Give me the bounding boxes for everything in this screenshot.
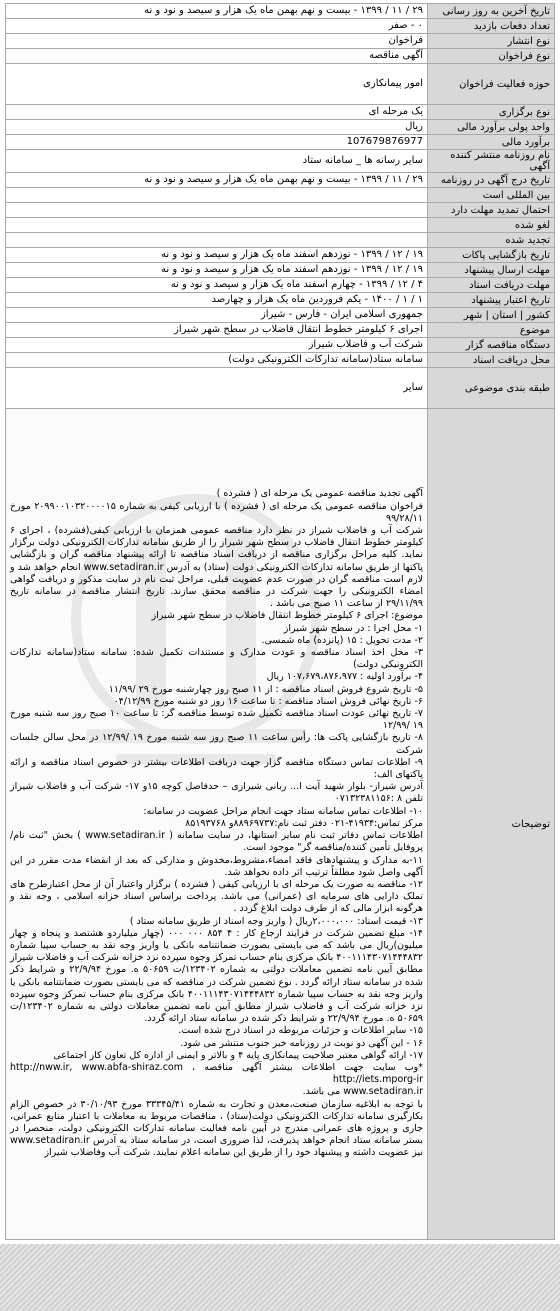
row-value: ۲۹ / ۱۱ / ۱۳۹۹ - بیست و نهم بهمن ماه یک هزار و سیصد و نود و نه [6,173,428,188]
description-line: ۱۰- اطلاعات تماس سامانه ستاد جهت انجام مراحل عضویت در سامانه: [143,805,423,817]
info-row [6,203,555,218]
row-label: نوع فراخوان [428,49,555,64]
description-line: ۶- تاریخ نهائی فروش اسناد مناقصه : تا ساعت ۱۶ روز دو شنبه مورخ ۰۴/۱۲/۹۹ [113,695,423,707]
row-label: تاریخ اعتبار پیشنهاد [428,293,555,308]
row-label: کشور | استان | شهر [428,308,555,323]
info-row [6,353,555,368]
description-line: ۱۶ - این آگهی دو نوبت در روزنامه خبر جنوب منتشر می شود. [180,1037,423,1049]
info-row [6,368,555,409]
description-line: ۱- محل اجرا : در سطح شهر شیراز [283,622,423,634]
info-row [6,263,555,278]
row-value: ۱۹ / ۱۲ / ۱۳۹۹ - نوزدهم اسفند ماه یک هزار و سیصد و نود و نه [6,248,428,263]
row-value: ۴ / ۱۲ / ۱۳۹۹ - چهارم اسفند ماه یک هزار و سیصد و نود و نه [6,278,428,293]
row-label: احتمال تمدید مهلت دارد [428,203,555,218]
info-row [6,173,555,188]
row-value: آگهی مناقصه [6,49,428,64]
row-value [6,188,428,203]
row-value [6,218,428,233]
footer-band [0,1244,560,1311]
row-value: سایر [6,368,428,409]
row-value: فراخوان [6,34,428,49]
info-row [6,49,555,64]
info-row [6,188,555,203]
info-row [6,64,555,105]
row-value: ۱ / ۱ / ۱۴۰۰ - یکم فروردین ماه یک هزار و چهارصد [6,293,428,308]
row-value: 107679876977 [6,135,428,150]
description-line: ۹- اطلاعات تماس دستگاه مناقصه گزار جهت دریافت اطلاعات بیشتر در خصوص اسناد مناقصه و ارائه پاکتهای الف: [10,756,423,781]
row-label: طبقه بندی موضوعی [428,368,555,409]
info-row [6,4,555,19]
info-row [6,308,555,323]
row-value: سامانه ستاد(سامانه تدارکات الکترونیکی دولت) [6,353,428,368]
info-row [6,323,555,338]
row-value: ۰ - صفر [6,19,428,34]
description-label: توضیحات [428,409,555,1240]
description-line: www.setadiran.ir می باشد. [302,1086,423,1098]
info-row [6,293,555,308]
description-line: ۱۳- قیمت اسناد: ۲،۰۰۰،۰۰۰ریال ( واریز وجه اسناد از طریق سامانه ستاد ) [129,915,423,927]
info-row [6,19,555,34]
row-value [6,203,428,218]
description-line: *وب سایت جهت اطلاعات بیشتر آگهی مناقصه http://nww.ir, www.abfa-shiraz.com ، http://iets.mporg-ir [10,1061,423,1086]
description-line: ۳- محل اخذ اسناد مناقصه و عودت مدارک و مستندات تکمیل شده: سامانه ستاد(سامانه تدارکات الکترونیکی دولت) [10,647,423,671]
description-line: ۴- برآورد اولیه : ۱۰۷،۶۷۹،۸۷۶،۹۷۷ ریال [266,671,423,683]
description-cell [6,409,428,1240]
row-value: ۱۹ / ۱۲ / ۱۳۹۹ - نوزدهم اسفند ماه یک هزار و سیصد و نود و نه [6,263,428,278]
info-row [6,233,555,248]
description-line: آدرس شیراز- بلوار شهید آیت ا... ربانی شیرازی – حدفاصل کوچه ۱۵و ۱۷- شرکت آب و فاضلاب شیراز تلفن ۸ :۰۷۱۳۲۳۸۱۱۵۶ [10,781,423,805]
row-label: مهلت ارسال پیشنهاد [428,263,555,278]
description-line: شرکت آب و فاضلاب شیراز در نظر دارد مناقصه عمومی همزمان با ارزیابی کیفی(فشرده) ، اجرای ۶ کیلومتر خطوط انتقال فاضلاب در سطح شهر شیراز را از طریق سامانه تدارکات الکترونیکی دولت برگزار نماید. کلیه مراحل برگزاری مناقصه از دریافت اسناد مناقصه تا ارائه پیشنهاد مناقصه گران و بازگشایی پاکتها از طریق سامانه تدارکات الکترونیکی دولت (ستاد) به آدرس www.setadiran.ir انجام خواهد شد و لازم است مناقصه گران در صورت عدم عضویت قبلی، مراحل ثبت نام در سایت مذکور و دریافت گواهی امضاء الکترونیکی را جهت شرکت در مناقصه محقق سازند. تاریخ انتشار مناقصه در سامانه تاریخ ۲۹/۱۱/۹۹ از ساعت ۱۱ صبح می باشد . [10,525,423,610]
info-row [6,105,555,120]
row-label: تاریخ درج آگهی در روزنامه [428,173,555,188]
info-row [6,248,555,263]
info-row [6,135,555,150]
row-value: شرکت آب و فاضلاب شیراز [6,338,428,353]
row-label: تاریخ بازگشایی پاکات [428,248,555,263]
row-value: ۲۹ / ۱۱ / ۱۳۹۹ - بیست و نهم بهمن ماه یک هزار و سیصد و نود و نه [6,4,428,19]
description-line: ۱۲- مناقصه به صورت یک مرحله ای با ارزیابی کیفی ( فشرده ) برگزار واعتبار آن از محل اعتبارطرح های تملک دارایی های سرمایه ای (عمرانی) می باشد. پرداخت براساس اسناد خزانه اسلامی ، وجه نقد و هرگونه ابزار مالی که از طرف دولت ابلاغ گردد . [10,878,423,915]
row-value [6,233,428,248]
tender-details-table [5,3,555,1240]
description-line: ۱۵- سایر اطلاعات و جزئیات مربوطه در اسناد درج شده است. [178,1025,423,1037]
info-row [6,338,555,353]
row-label: بین المللی است [428,188,555,203]
description-line: ۸- تاریخ بازگشایی پاکت ها: رأس ساعت ۱۱ صبح روز سه شنبه مورخ ۱۹ /۱۲/۹۹ در محل سالن جلسات شرکت [10,732,423,756]
row-label: واحد پولی برآورد مالی [428,120,555,135]
row-value: یک مرحله ای [6,105,428,120]
info-row [6,34,555,49]
description-line: ۵- تاریخ شروع فروش اسناد مناقصه : از ۱۱ صبح روز چهارشنبه مورخ ۲۹ /۱۱/۹۹ [108,683,423,695]
row-label: نوع برگزاری [428,105,555,120]
row-label: تجدید شده [428,233,555,248]
row-label: تعداد دفعات بازدید [428,19,555,34]
description-line: ۷- تاریخ نهائی عودت اسناد مناقصه تکمیل شده توسط مناقصه گر: تا ساعت ۱۰ صبح روز سه شنبه مورخ ۱۹ /۱۲/۹۹ [10,708,424,732]
description-line: اطلاعات تماس دفاتر ثبت نام سایر استانها، در سایت سامانه ( www.setadiran.ir ) بخش "ثبت نام/پروفایل تأمین کننده/مناقصه گر" موجود است. [10,830,423,854]
description-text [10,488,423,1159]
row-label: نوع انتشار [428,34,555,49]
row-label: دستگاه مناقصه گزار [428,338,555,353]
row-value: اجرای ۶ کیلومتر خطوط انتقال فاضلاب در سطح شهر شیراز [6,323,428,338]
description-line: موضوع: اجرای ۶ کیلومتر خطوط انتقال فاضلاب در سطح شهر شیراز [151,610,423,622]
info-row [6,218,555,233]
description-line: فراخوان مناقصه عمومی یک مرحله ای ( فشرده ) با ارزیابی کیفی به شماره ۲۰۹۹۰۰۱۰۳۲۰۰۰۰۱۵ مورخ ۹۹/۲۸/۱۱ [10,500,423,524]
row-value: امور پیمانکاری [6,64,428,105]
row-label: مهلت دریافت اسناد [428,278,555,293]
info-row [6,150,555,173]
info-row [6,120,555,135]
description-line: ۱۷- ارائه گواهی معتبر صلاحیت پیمانکاری پایه ۴ و بالاتر و ایمنی از اداره کل تعاون کار اجتماعی [53,1049,423,1061]
description-line: ۱۱-به مدارک و پیشنهادهای فاقد امضاء،مشروط،مخدوش و مدارکی که بعد از انقضاء مدت مقرر در این آگهی واصل شود مطلقاً ترتیب اثر داده نخواهد شد. [10,854,423,878]
row-label: برآورد مالی [428,135,555,150]
description-line: ۲- مدت تحویل : ۱۵ (پانزده) ماه شمسی. [261,634,423,646]
row-value: سایر رسانه ها _ سامانه ستاد [6,150,428,173]
row-label: محل دریافت اسناد [428,353,555,368]
description-line: ۱۴- مبلغ تضمین شرکت در فرایند ارجاع کار : ۴ ۸۵۴ ۰۰۰ ۰۰۰ (چهار میلیاردو هشتصد و پنجاه و چهار میلیون)ریال می باشد که می بایستی بصورت ضمانتنامه بانکی یا واریز وجه نقد به حساب سپیا شماره ۴۰۰۱۱۱۴۳۰۷۱۴۴۴۸۳۲ بانک مرکزی بنام حساب تمرکز وجوه سپرده نزد خزانه شرکت آب و فاضلاب شیراز مطابق آیین نامه تضمین معاملات دولتی به شماره ۱۲۳۴۰۲/ت ۵۰۶۵۹ ه. مورخ ۲۲/۹/۹۴ و شرایط ذکر شده در سامانه ستاد ارائه گردد . نوع تضمین شرکت در مناقصه که می بایستی بصورت ضمانتنامه بانکی یا واریز وجه نقد به حساب سپیا شماره ۴۰۰۱۱۱۴۳۰۷۱۴۴۴۸۳۲ بانک مرکزی بنام حساب تمرکز وجوه سپرده نزد خزانه شرکت آب و فاضلاب شیراز مطابق آیین نامه تضمین معاملات دولتی به شماره ۱۲۳۴۰۲/ت ۵۰۶۵۹ ه. مورخ ۲۲/۹/۹۴ و شرایط ذکر شده در سامانه ستاد ارائه گردد. [10,927,423,1025]
description-line: با توجه به ابلاغیه سازمان صنعت،معدن و تجارت به شماره ۳۳۳۴۵/۴۱ مورخ ۳۰/۱۰/۹۳ در خصوص الزام بکارگیری سامانه تدارکات الکترونیکی دولت(ستاد) ، مناقصات مربوط به معاملات با اعتبار منابع عمرانی، جاری و پروژه های عمرانی مندرج در آیین نامه فعالیت سامانه تدارکات الکترونیکی دولت، منحصرا در بستر سامانه ستاد انجام خواهد پذیرفت، لذا ضروری است، در سامانه ستاد به آدرس www.setadiran.ir نیز عضویت داشته و پیشنهاد خود را از طریق این سامانه اعلام نمایند. شرکت آب وفاضلاب شیراز [10,1098,424,1159]
row-value: جمهوری اسلامی ایران - فارس - شیراز [6,308,428,323]
row-label: لغو شده [428,218,555,233]
row-label: موضوع [428,323,555,338]
row-label: نام روزنامه منتشر کننده آگهی [428,150,555,173]
description-line: آگهی تجدید مناقصه عمومی یک مرحله ای ( فشرده ) [216,488,423,500]
description-line: مرکز تماس:۴۱۹۳۴-۰۲۱ دفتر ثبت نام:۸۸۹۶۹۷۳۷و ۸۵۱۹۳۷۶۸ [185,817,423,829]
row-label: حوزه فعالیت فراخوان [428,64,555,105]
row-label: تاریخ آخرین به روز رسانی [428,4,555,19]
info-row [6,278,555,293]
row-value: ریال [6,120,428,135]
description-row [6,409,555,1240]
